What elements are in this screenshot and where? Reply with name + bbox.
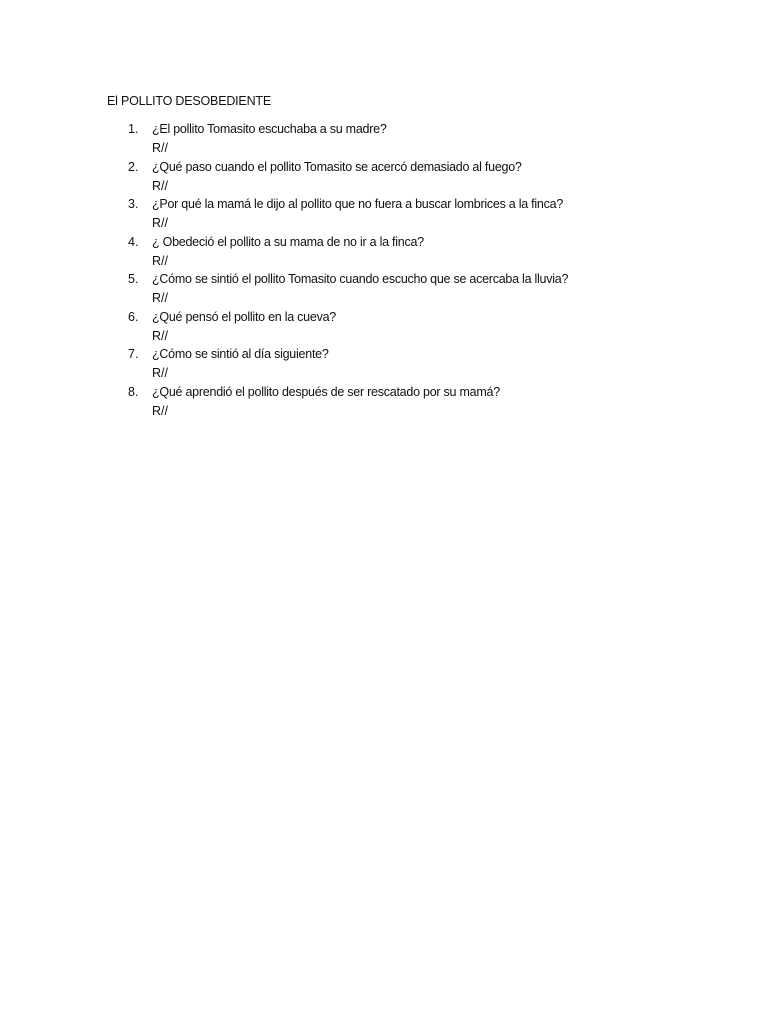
question-number: 1. <box>128 122 139 136</box>
question-number: 6. <box>128 309 139 324</box>
question-number: 4. <box>128 234 139 249</box>
answer-placeholder: R// <box>152 403 168 418</box>
question-text: ¿Cómo se sintió el pollito Tomasito cuando escucho que se acercaba la lluvia? <box>152 272 569 286</box>
answer-placeholder: R// <box>152 291 168 305</box>
document-title: El POLLITO DESOBEDIENTE <box>107 94 271 108</box>
question-number: 8. <box>128 384 139 399</box>
question-text: ¿Por qué la mamá le dijo al pollito que no fuera a buscar lombrices a la finca? <box>152 197 564 211</box>
question-number: 7. <box>128 347 139 361</box>
question-text: ¿ Obedeció el pollito a su mama de no ir a la finca? <box>152 234 424 249</box>
question-text: ¿El pollito Tomasito escuchaba a su madre? <box>152 122 387 136</box>
question-text: ¿Qué aprendió el pollito después de ser rescatado por su mamá? <box>152 384 500 399</box>
answer-placeholder: R// <box>152 253 168 268</box>
question-number: 2. <box>128 159 139 174</box>
answer-placeholder: R// <box>152 216 168 230</box>
question-number: 5. <box>128 272 139 286</box>
question-number: 3. <box>128 197 139 211</box>
answer-placeholder: R// <box>152 328 168 343</box>
answer-placeholder: R// <box>152 178 168 193</box>
answer-placeholder: R// <box>152 141 168 155</box>
answer-placeholder: R// <box>152 366 168 380</box>
question-text: ¿Cómo se sintió al día siguiente? <box>152 347 329 361</box>
question-text: ¿Qué paso cuando el pollito Tomasito se acercó demasiado al fuego? <box>152 159 522 174</box>
question-text: ¿Qué pensó el pollito en la cueva? <box>152 309 336 324</box>
